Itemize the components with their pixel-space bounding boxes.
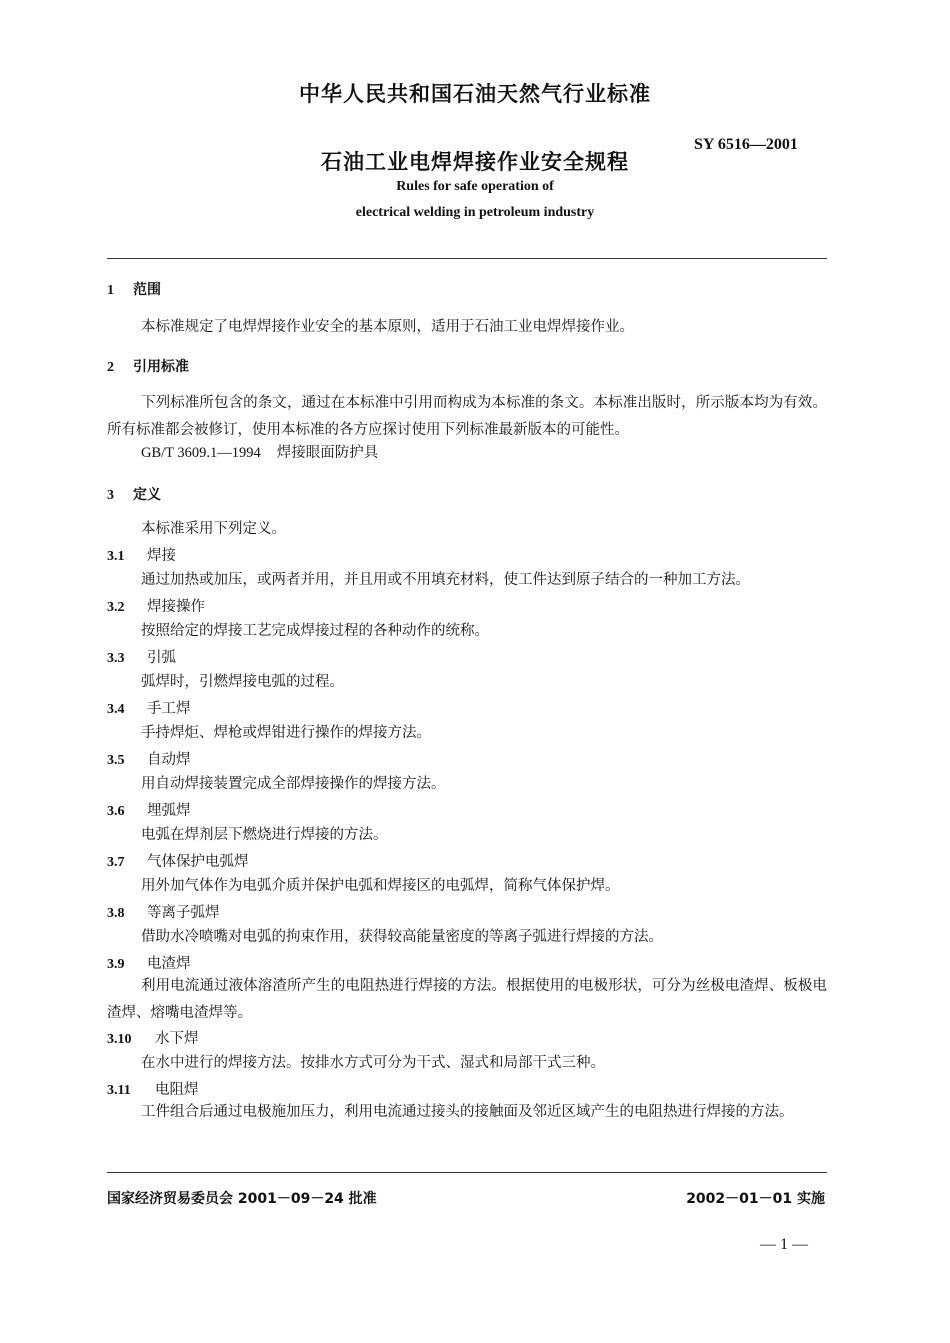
section-3-title: 定义: [133, 487, 161, 503]
document-title-en-line1: Rules for safe operation of: [396, 179, 554, 194]
document-title-en-line2: electrical welding in petroleum industry: [355, 205, 595, 220]
footer-divider: [107, 1172, 827, 1173]
approval-note: 国家经济贸易委员会 2001－09－24 批准: [107, 1191, 377, 1207]
definition-heading: [107, 544, 176, 565]
section-2-number: 2: [107, 360, 114, 375]
definition-term: 自动焊: [147, 752, 191, 768]
definition-number: 3.11: [107, 1083, 131, 1098]
section-3-intro: 本标准采用下列定义。: [141, 521, 286, 537]
definition-number: 3.4: [107, 702, 125, 717]
section-3-heading: [107, 484, 161, 504]
definition-heading: [107, 697, 191, 718]
definition-text: 在水中进行的焊接方法。按排水方式可分为干式、湿式和局部干式三种。: [141, 1055, 605, 1071]
definition-heading: [107, 646, 176, 667]
definition-number: 3.7: [107, 855, 125, 870]
definition-heading: [107, 799, 191, 820]
definition-term: 手工焊: [147, 701, 191, 717]
definition-text: 借助水冷喷嘴对电弧的拘束作用，获得较高能量密度的等离子弧进行焊接的方法。: [141, 929, 663, 945]
section-1-heading: [107, 279, 161, 299]
header-divider: [107, 258, 827, 259]
definition-number: 3.2: [107, 600, 125, 615]
definition-text: 利用电流通过液体溶渣所产生的电阻热进行焊接的方法。根据使用的电极形状，可分为丝极电渣焊、板极电渣焊、熔嘴电渣焊等。: [107, 978, 827, 1021]
definition-term: 焊接操作: [147, 599, 205, 615]
definition-text: 按照给定的焊接工艺完成焊接过程的各种动作的统称。: [141, 623, 489, 639]
definition-term: 电渣焊: [147, 956, 191, 972]
definition-text: 通过加热或加压，或两者并用，并且用或不用填充材料，使工件达到原子结合的一种加工方法。: [141, 572, 750, 588]
definition-text: 弧焊时，引燃焊接电弧的过程。: [141, 674, 344, 690]
reference-standard: [141, 442, 378, 464]
definition-term: 等离子弧焊: [147, 905, 220, 921]
definition-term: 引弧: [147, 650, 176, 666]
definition-number: 3.9: [107, 957, 125, 972]
section-1-number: 1: [107, 283, 114, 298]
definition-heading: [107, 901, 220, 922]
definition-number: 3.10: [107, 1032, 132, 1047]
definition-heading: [107, 595, 205, 616]
definition-term: 焊接: [147, 548, 176, 564]
definition-term: 气体保护电弧焊: [147, 854, 249, 870]
definition-heading: [107, 748, 191, 769]
definition-heading: [107, 1078, 199, 1099]
definition-text: 用外加气体作为电弧介质并保护电弧和焊接区的电弧焊，简称气体保护焊。: [141, 878, 620, 894]
section-2-text: 下列标准所包含的条文，通过在本标准中引用而构成为本标准的条文。本标准出版时，所示版本均为有效。所有标准都会被修订，使用本标准的各方应探讨使用下列标准最新版本的可能性。: [107, 395, 827, 438]
definition-heading: [107, 850, 249, 871]
reference-code: GB/T 3609.1—1994: [141, 445, 261, 461]
definition-term: 电阻焊: [155, 1082, 199, 1098]
section-2-heading: [107, 356, 189, 376]
definition-number: 3.3: [107, 651, 125, 666]
definition-text: 用自动焊接装置完成全部焊接操作的焊接方法。: [141, 776, 446, 792]
document-title-cn: 石油工业电焊焊接作业安全规程: [321, 150, 629, 174]
section-2-title: 引用标准: [133, 359, 189, 375]
definition-term: 水下焊: [155, 1031, 199, 1047]
implementation-date: 2002－01－01 实施: [686, 1191, 825, 1207]
section-1-title: 范围: [133, 282, 161, 298]
definition-number: 3.1: [107, 549, 125, 564]
definition-heading: [107, 952, 191, 973]
definition-number: 3.8: [107, 906, 125, 921]
standard-number: SY 6516—2001: [694, 136, 798, 153]
definition-term: 埋弧焊: [147, 803, 191, 819]
definition-text: 工件组合后通过电极施加压力，利用电流通过接头的接触面及邻近区域产生的电阻热进行焊接的方法。: [141, 1104, 794, 1120]
section-1-text: 本标准规定了电焊焊接作业安全的基本原则，适用于石油工业电焊焊接作业。: [141, 319, 634, 335]
page-number: — 1 —: [760, 1236, 808, 1253]
reference-name: 焊接眼面防护具: [276, 445, 379, 461]
definition-text: 电弧在焊剂层下燃烧进行焊接的方法。: [141, 827, 388, 843]
section-3-number: 3: [107, 488, 114, 503]
industry-standard-heading: 中华人民共和国石油天然气行业标准: [299, 82, 651, 106]
definition-heading: [107, 1027, 199, 1048]
definition-number: 3.5: [107, 753, 125, 768]
definition-number: 3.6: [107, 804, 125, 819]
definition-text: 手持焊炬、焊枪或焊钳进行操作的焊接方法。: [141, 725, 431, 741]
